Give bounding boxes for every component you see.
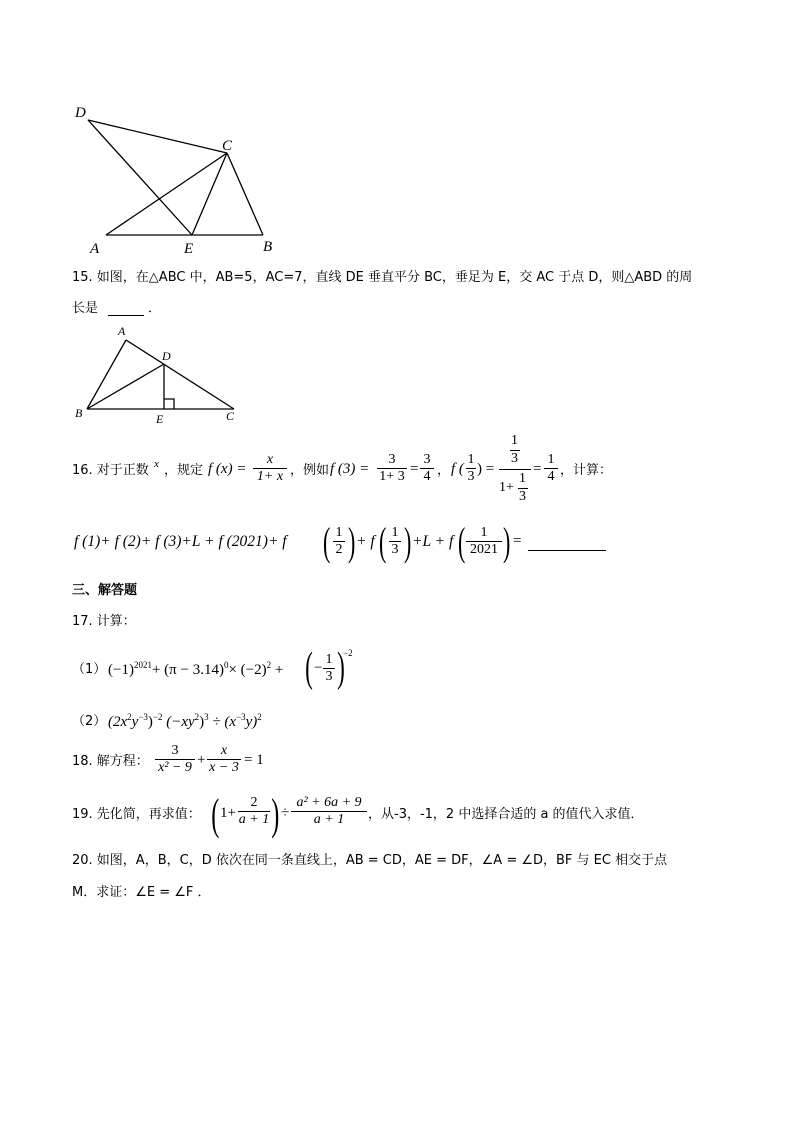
q16-plus-f: + f (356, 533, 375, 550)
q17-p1-frac-den: 3 (323, 668, 335, 685)
q19-frac2-den: a + 1 (291, 811, 367, 828)
q16-frac-13-num: 1 (467, 452, 475, 467)
q19-div: ÷ (281, 805, 290, 821)
label-C: C (222, 138, 233, 154)
q16-comma: ， (437, 463, 451, 478)
q15-line2-suffix: ． (148, 301, 162, 316)
q18-frac1 (155, 743, 195, 776)
q16-frac-2021-num: 1 (480, 525, 488, 540)
q17-p2-e4: 2 (194, 712, 200, 722)
q17-p2-e7: 2 (257, 712, 262, 722)
q16-complex-frac (499, 431, 531, 508)
q16-rule: ，规定 (164, 463, 204, 478)
q16-frac-14-den: 4 (544, 468, 558, 485)
q17-p1 (108, 660, 283, 679)
q17-p2-label: （2） (72, 714, 107, 729)
q18-title: 18. 解方程： (72, 754, 149, 769)
q18-frac2-num: x (220, 743, 228, 758)
fig15-label-E: E (156, 412, 164, 426)
q17-title: 17. 计算： (72, 614, 136, 629)
q19-paren-close: ) (271, 790, 280, 839)
q16-frac-x-num: x (266, 452, 274, 467)
q17-p1-mid: + (π − 3.14) (151, 662, 224, 678)
q17-p1-exp2: 0 (223, 660, 229, 670)
fig15-label-D: D (162, 349, 171, 363)
q17-p1-frac (323, 652, 335, 685)
q16-frac-3 (377, 452, 407, 485)
q20-line1: 20. 如图，A，B，C，D 依次在同一条直线上，AB = CD，AE = DF，∠A = ∠D，BF 与 EC 相交于点 (72, 853, 668, 868)
q16-f3: f (3) = (330, 461, 370, 477)
q15-line1: 15. 如图，在△ABC 中，AB=5，AC=7，直线 DE 垂直平分 BC，垂足为 E，交 AC 于点 D，则△ABD 的周 (72, 270, 693, 285)
q20-line2: M．求证：∠E = ∠F ． (72, 885, 211, 900)
q16-cf-num (499, 431, 531, 469)
section3-title: 三、解答题 (72, 583, 138, 598)
label-B: B (263, 239, 273, 255)
q16-frac-34-den: 4 (420, 468, 434, 485)
q16-frac-third (389, 525, 401, 558)
q16-paren-open-2: ( (378, 519, 387, 564)
q16-frac-3-den: 1+ 3 (377, 468, 407, 485)
q19-one-plus: 1+ (220, 805, 236, 821)
q16-frac-34 (420, 452, 434, 485)
q17-p1-minus: − (314, 660, 323, 676)
q16-cf-den-1: 1 (519, 471, 526, 486)
q16-equals: = (513, 533, 522, 549)
q16-frac-x (253, 452, 287, 485)
q17-p2-expr: (2x (108, 714, 128, 730)
q16-frac-14 (544, 452, 558, 485)
q16-calc: ，计算： (560, 463, 613, 478)
q18-plus: + (197, 752, 206, 768)
q16-frac-14-num: 1 (547, 452, 555, 467)
q16-cf-den (499, 469, 531, 508)
q17-p2-e1: 2 (127, 712, 132, 722)
q16-cf-den-3: 3 (519, 489, 526, 504)
q16-sum-left: f (1)+ f (2)+ f (3)+L + f (2021)+ f (74, 533, 287, 550)
q19-frac2-num: a² + 6a + 9 (296, 795, 362, 810)
q19-title: 19. 先化简，再求值： (72, 807, 201, 822)
q17-p1-label: （1） (72, 662, 107, 677)
q16-var-x: x (154, 458, 159, 470)
fig15-label-C: C (226, 409, 235, 423)
q16-cf-num-1: 1 (511, 433, 518, 448)
q16-fx: f (x) = (208, 461, 247, 477)
figure-triangle-abc (70, 320, 250, 430)
q16-paren-close-2: ) (403, 519, 412, 564)
q16-cf-num-3: 3 (511, 451, 518, 466)
q16-f13a: f ( (451, 461, 464, 477)
q16-frac-3-num: 3 (388, 452, 396, 467)
q16-paren-close-3: ) (502, 519, 511, 564)
label-E: E (184, 241, 194, 257)
q19-paren-open: ( (211, 790, 220, 839)
q16-plus-L: +L + f (412, 533, 454, 550)
q17-p1-mid2: × (−2) (228, 662, 267, 678)
q16-frac-13-den: 3 (467, 469, 475, 484)
q18-frac1-num: 3 (171, 743, 179, 758)
q19-frac1-den: a + 1 (238, 812, 270, 827)
q17-p2-y2: y) (245, 714, 258, 730)
q17-p2-y: y (131, 714, 139, 730)
fig15-label-B: B (75, 406, 83, 420)
q17-p2-div: ÷ (x (212, 714, 237, 730)
q17-p2-e2: −3 (138, 712, 148, 722)
q17-p1-exp3: 2 (266, 660, 272, 670)
q16-prefix: 16. 对于正数 (72, 463, 149, 478)
q16-cf-den-1plus: 1+ (499, 480, 514, 495)
q18-frac2-den: x − 3 (207, 759, 241, 776)
q16-frac-third-den: 3 (389, 541, 401, 558)
q16-frac-x-den: 1+ x (253, 468, 287, 485)
q16-f13b: ) = (477, 461, 495, 477)
q19-tail: ，从-3，-1，2 中选择合适的 a 的值代入求值． (368, 807, 644, 822)
q16-frac-2021-den: 2021 (466, 541, 502, 558)
q16-example: ，例如 (290, 463, 330, 478)
q17-p2-e6: −3 (236, 712, 246, 722)
q18-frac2 (207, 743, 241, 776)
q17-p2-close: ) (147, 714, 153, 730)
q16-frac-13 (466, 452, 476, 485)
q17-p1-expr: (−1) (108, 662, 134, 678)
fig15-label-A: A (118, 324, 126, 338)
q16-frac-2021 (466, 525, 502, 558)
q17-p2-e3: −2 (152, 712, 163, 722)
q15-answer-blank (108, 315, 144, 316)
q19-frac1-num: 2 (250, 795, 258, 810)
q17-p1-exp1: 2021 (133, 660, 152, 670)
q17-p2-mid: (−xy (166, 714, 195, 730)
q16-paren-open-3: ( (457, 519, 466, 564)
q18-frac1-den: x² − 9 (155, 759, 195, 776)
q16-frac-half (333, 525, 345, 558)
q17-p1-frac-num: 1 (325, 652, 333, 667)
q17-p1-exp4: −2 (343, 648, 353, 658)
q16-frac-third-num: 1 (391, 525, 399, 540)
q17-p2 (108, 712, 262, 731)
label-A: A (90, 241, 100, 257)
q18-rhs: = 1 (244, 752, 264, 768)
q16-eq2: = (533, 461, 542, 477)
q15-line2-prefix: 长是 (72, 301, 99, 316)
q17-p1-paren-close: ) (337, 645, 345, 691)
q17-p1-plus: + (274, 662, 284, 678)
q16-paren-close-1: ) (347, 519, 356, 564)
q16-eq1: = (410, 461, 419, 477)
figure-triangle-dace (70, 95, 290, 260)
q16-frac-34-num: 3 (423, 452, 431, 467)
q17-p2-e5: 3 (204, 712, 209, 722)
label-D: D (75, 105, 86, 121)
q16-paren-open-1: ( (322, 519, 331, 564)
q19-frac2 (291, 795, 367, 828)
q16-frac-half-num: 1 (335, 525, 343, 540)
q19-frac1 (238, 795, 270, 828)
q17-p1-paren-open: ( (305, 645, 313, 691)
q16-answer-blank (528, 550, 606, 551)
q16-frac-half-den: 2 (333, 541, 345, 558)
q17-p2-close2: ) (199, 714, 205, 730)
